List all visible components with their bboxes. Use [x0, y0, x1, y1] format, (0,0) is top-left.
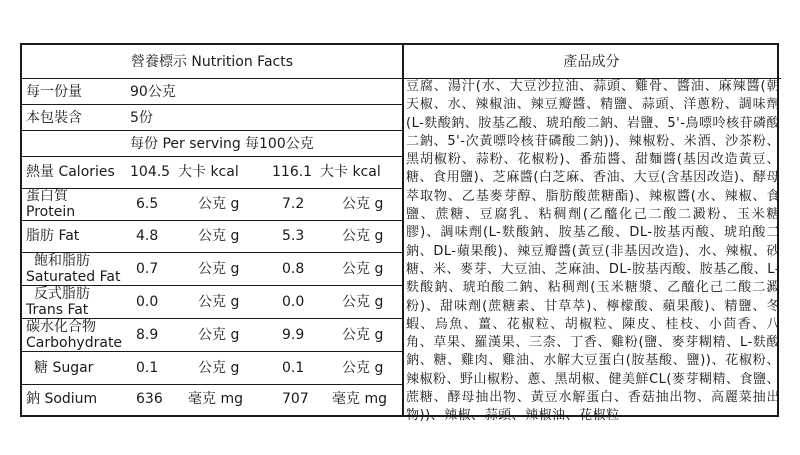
nutrient-name-en: Sodium [44, 391, 98, 407]
saturated-fat-per-100g: 0.8 [282, 261, 305, 277]
ingredients-title: 產品成分 [563, 54, 620, 70]
nutrient-row-fat [26, 228, 79, 244]
servings-per-package-label: 本包裝含 [26, 110, 82, 126]
nutrient-name-en: Carbohydrate [26, 335, 123, 351]
nutrition-panel [20, 43, 780, 424]
nutrient-name-en: Saturated Fat [26, 269, 121, 285]
column-divider [402, 45, 404, 415]
trans-fat-per-100g: 0.0 [282, 294, 305, 310]
nutrient-name-zh: 鈉 [26, 391, 40, 407]
fat-unit: 公克 g [198, 228, 240, 244]
row-rule [22, 351, 402, 352]
trans-fat-unit: 公克 g [198, 294, 240, 310]
sugar-unit: 公克 g [198, 360, 240, 376]
calories-per-100g: 116.1 [272, 164, 313, 180]
servings-per-package-value: 5份 [130, 110, 153, 126]
fat-per-serving: 4.8 [136, 228, 159, 244]
nutrient-name-zh: 飽和脂肪 [34, 253, 90, 269]
protein-per-serving: 6.5 [136, 196, 159, 212]
row-rule [22, 104, 402, 105]
nutrient-name-zh: 蛋白質 [26, 188, 68, 204]
sugar-per-serving: 0.1 [136, 360, 159, 376]
fat-per-100g: 5.3 [282, 228, 305, 244]
saturated-fat-unit: 公克 g [198, 261, 240, 277]
fat-unit-100g: 公克 g [342, 228, 384, 244]
carbohydrate-per-serving: 8.9 [136, 327, 159, 343]
nutrient-name-en: Protein [26, 204, 76, 220]
sugar-per-100g: 0.1 [282, 360, 305, 376]
nutrient-row-calories [26, 164, 115, 180]
trans-fat-per-serving: 0.0 [136, 294, 159, 310]
trans-fat-unit-100g: 公克 g [342, 294, 384, 310]
row-rule [22, 188, 402, 189]
ingredients-text: 豆腐、湯汁(水、大豆沙拉油、蒜頭、雞骨、醬油、麻辣醬(朝天椒、水、辣椒油、辣豆瓣醬、精鹽、蒜頭、洋蔥粉、調味劑(L-麩酸鈉、胺基乙酸、琥珀酸二鈉、岩鹽、5'-鳥嘌呤核苷磷酸二鈉、5'-次黃嘌呤核苷磷酸二鈉))、辣椒粉、米酒、沙茶粉、黑胡椒粉、蒜粉、花椒粉)、番茄醬、甜麵醬(基因改造黃豆、糖、食用鹽)、芝麻醬(白芝麻、香油、大豆(含基因改造)、酵母萃取物、乙基麥芽醇、脂肪酸蔗糖酯)、辣椒醬(水、辣椒、食鹽、蔗糖、豆腐乳、粘稠劑(乙醯化己二酸二澱粉、玉米糖膠)、調味劑(L-麩酸鈉、胺基乙酸、DL-胺基丙酸、琥珀酸二鈉、DL-蘋果酸)、辣豆瓣醬(黃豆(非基因改造)、水、辣椒、砂糖、米、麥芽、大豆油、芝麻油、DL-胺基丙酸、胺基乙酸、L-麩酸鈉、琥珀酸二鈉、粘稠劑(玉米糖漿、乙醯化己二酸二澱粉)、甜味劑(蔗糖素、甘草萃)、檸檬酸、蘋果酸)、精鹽、冬蝦、烏魚、薑、花椒粒、胡椒粒、陳皮、桂枝、小茴香、八角、草果、羅漢果、三柰、丁香、雞粉(鹽、麥芽糊精、L-麩酸鈉、糖、雞肉、雞油、水解大豆蛋白(胺基酸、鹽))、花椒粉、辣椒粉、野山椒粉、蔥、黑胡椒、健美鮮CL(麥芽糊精、食鹽、蔗糖、酵母抽出物、黃豆水解蛋白、香菇抽出物、高麗菜抽出物))、辣椒、蒜頭、辣椒油、花椒粒 [406, 79, 780, 424]
nutrient-name-en: Fat [58, 228, 80, 244]
per-serving-header: 每份 Per serving [130, 136, 241, 152]
nutrient-name-zh: 碳水化合物 [26, 319, 96, 335]
nutrient-name-zh: 反式脂肪 [34, 286, 90, 302]
row-rule [22, 156, 402, 157]
sodium-per-100g: 707 [282, 391, 309, 407]
sugar-unit-100g: 公克 g [342, 360, 384, 376]
nutrient-row-sodium [26, 391, 97, 407]
carbohydrate-unit: 公克 g [198, 327, 240, 343]
nutrient-name-en: Calories [58, 164, 115, 180]
row-rule [22, 384, 402, 385]
serving-size-label: 每一份量 [26, 84, 82, 100]
serving-size-value: 90公克 [130, 84, 176, 100]
nutrition-title: 營養標示 Nutrition Facts [130, 54, 294, 70]
protein-per-100g: 7.2 [282, 196, 305, 212]
saturated-fat-per-serving: 0.7 [136, 261, 159, 277]
saturated-fat-unit-100g: 公克 g [342, 261, 384, 277]
calories-unit: 大卡 kcal [178, 164, 239, 180]
protein-unit-100g: 公克 g [342, 196, 384, 212]
calories-unit-100g: 大卡 kcal [320, 164, 381, 180]
nutrient-name-en: Trans Fat [26, 302, 89, 318]
nutrient-name-zh: 熱量 [26, 164, 54, 180]
sodium-per-serving: 636 [136, 391, 163, 407]
carbohydrate-per-100g: 9.9 [282, 327, 305, 343]
nutrient-row-sugar [34, 360, 93, 376]
per-100g-header: 每100公克 [245, 136, 314, 152]
sodium-unit: 毫克 mg [188, 391, 243, 407]
protein-unit: 公克 g [198, 196, 240, 212]
nutrient-name-zh: 糖 [34, 360, 48, 376]
row-rule [22, 130, 402, 131]
sodium-unit-100g: 毫克 mg [332, 391, 387, 407]
row-rule [22, 220, 402, 221]
calories-per-serving: 104.5 [130, 164, 171, 180]
nutrient-name-en: Sugar [52, 360, 94, 376]
nutrient-name-zh: 脂肪 [26, 228, 54, 244]
carbohydrate-unit-100g: 公克 g [342, 327, 384, 343]
